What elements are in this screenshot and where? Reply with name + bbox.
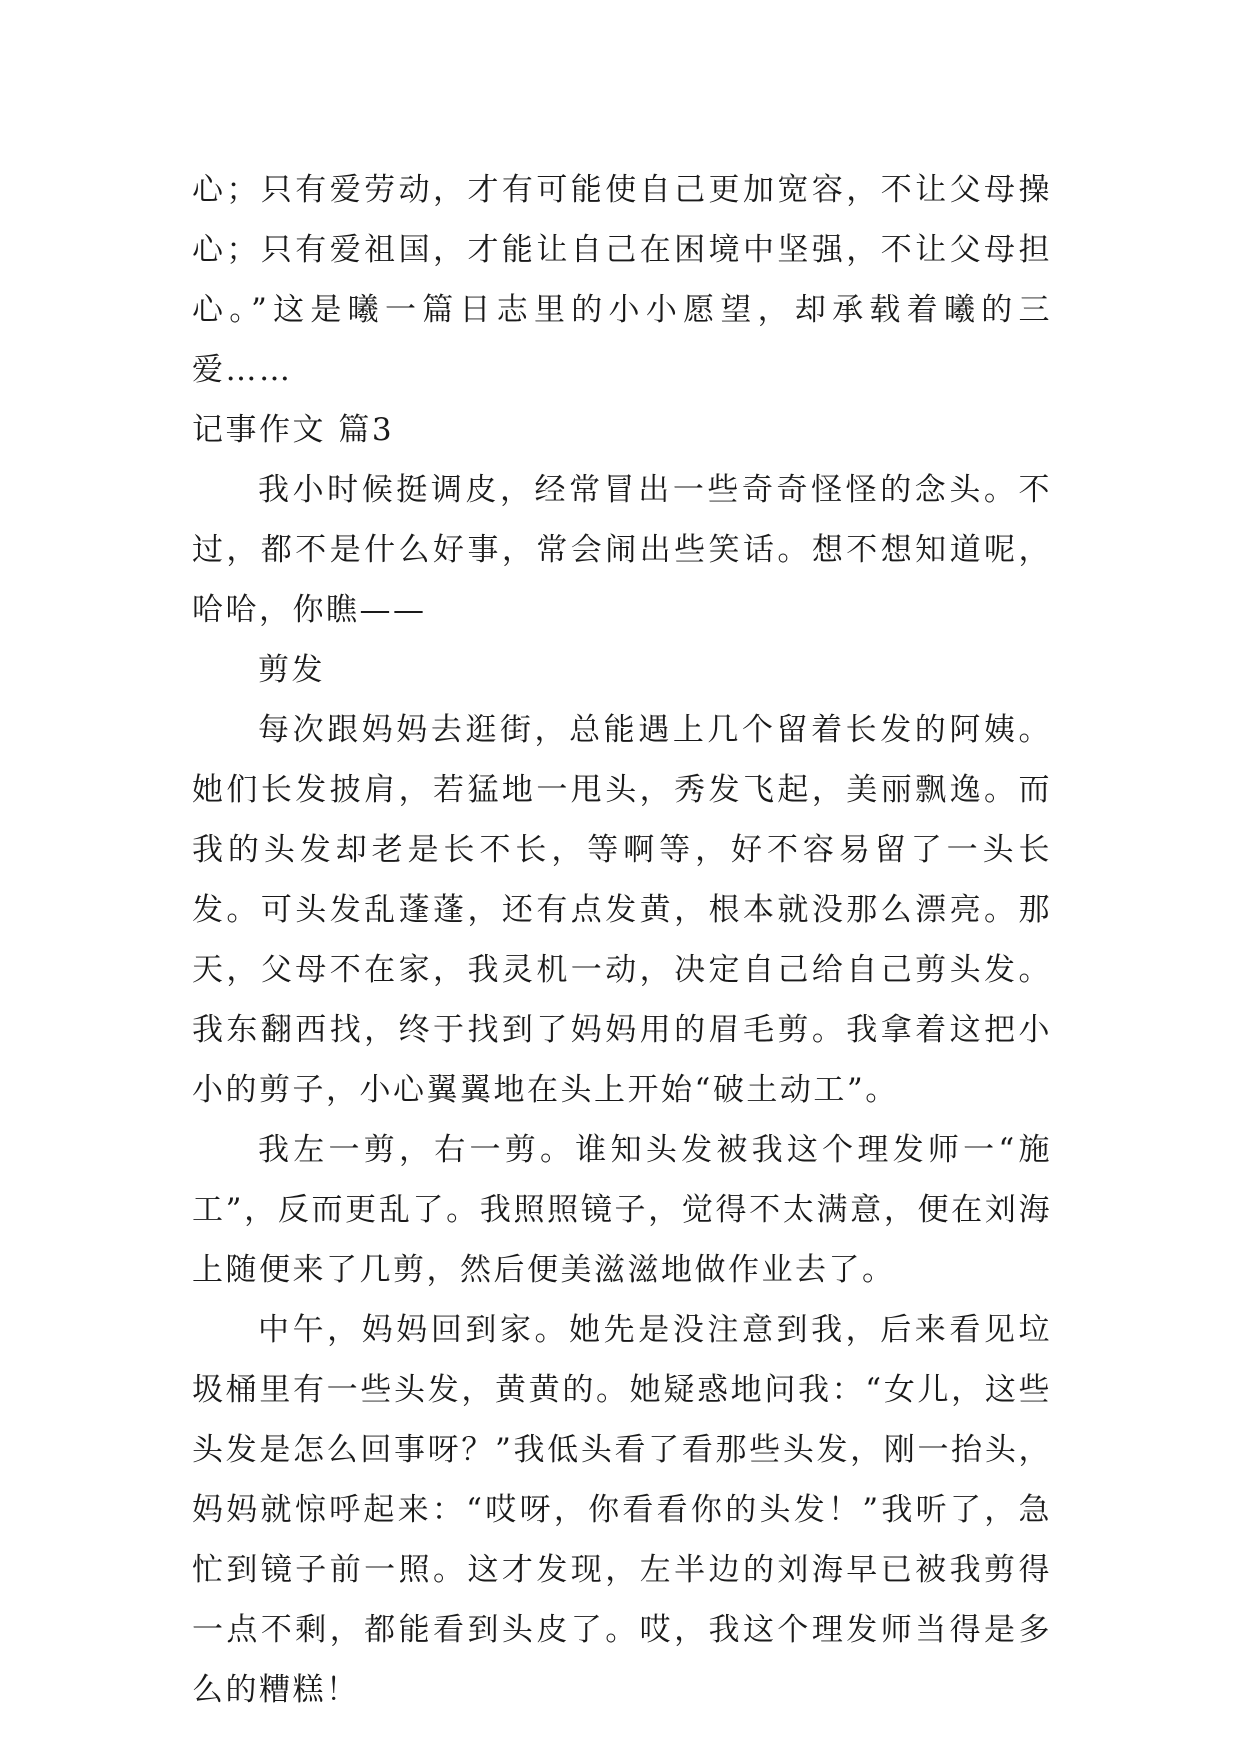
paragraph-shopping: 每次跟妈妈去逛街，总能遇上几个留着长发的阿姨。她们长发披肩，若猛地一甩头，秀发飞起，美丽飘逸。而我的头发却老是长不长，等啊等，好不容易留了一头长发。可头发乱蓬蓬，还有点发黄，根本就没那么漂亮。那天，父母不在家，我灵机一动，决定自己给自己剪头发。我东翻西找，终于找到了妈妈用的眉毛剪。我拿着这把小小的剪子，小心翼翼地在头上开始“破土动工”。 <box>192 712 1052 1108</box>
section-title: 记事作文 篇3 <box>192 412 395 448</box>
document-body <box>192 160 1052 1720</box>
continuation-paragraph: 心；只有爱劳动，才有可能使自己更加宽容，不让父母操心；只有爱祖国，才能让自己在困境中坚强，不让父母担心。”这是曦一篇日志里的小小愿望，却承载着曦的三爱…… <box>192 172 1052 388</box>
paragraph-cutting: 我左一剪，右一剪。谁知头发被我这个理发师一“施工”，反而更乱了。我照照镜子，觉得不太满意，便在刘海上随便来了几剪，然后便美滋滋地做作业去了。 <box>192 1132 1052 1288</box>
paragraph-noon: 中午，妈妈回到家。她先是没注意到我，后来看见垃圾桶里有一些头发，黄黄的。她疑惑地问我：“女儿，这些头发是怎么回事呀？”我低头看了看那些头发，刚一抬头，妈妈就惊呼起来：“哎呀，你看看你的头发！”我听了，急忙到镜子前一照。这才发现，左半边的刘海早已被我剪得一点不剩，都能看到头皮了。哎，我这个理发师当得是多么的糟糕！ <box>192 1312 1052 1708</box>
subheading-haircut: 剪发 <box>258 652 325 688</box>
paragraph-intro: 我小时候挺调皮，经常冒出一些奇奇怪怪的念头。不过，都不是什么好事，常会闹出些笑话。想不想知道呢，哈哈，你瞧—— <box>192 472 1052 628</box>
